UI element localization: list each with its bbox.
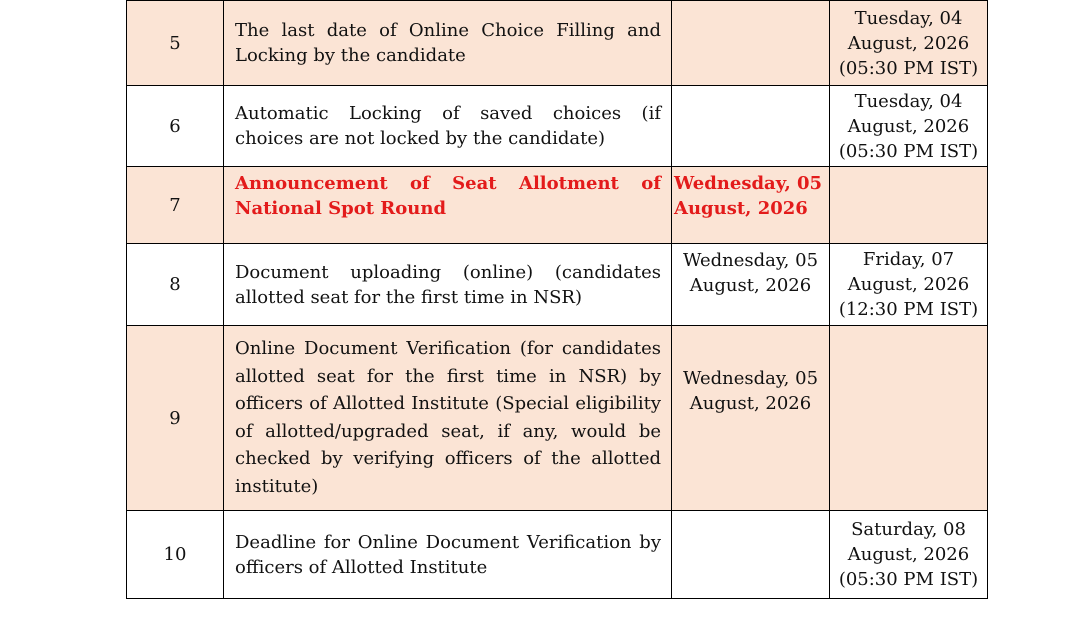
from-date-month-year: August, 2026 [689,275,812,296]
to-date-time: (05:30 PM IST) [838,140,979,162]
to-date-cell [830,511,988,599]
to-date-cell [830,326,988,511]
to-date-day: Friday, 07 [862,249,955,270]
schedule-table [126,0,988,599]
activity-text: Automatic Locking of saved choices (if choices are not locked by the candidate) [235,103,661,149]
to-date-cell [830,86,988,167]
to-date-time: (05:30 PM IST) [838,57,979,79]
from-date-day: Wednesday, 05 [682,250,819,271]
to-date-month-year: August, 2026 [847,274,970,295]
table-row [127,511,988,599]
table-row [127,244,988,326]
serial-number: 10 [127,511,224,599]
from-date-cell [672,511,830,599]
activity-cell [224,244,672,326]
to-date-time: (05:30 PM IST) [838,569,979,590]
to-date-month-year: August, 2026 [847,544,970,565]
table-row [127,86,988,167]
table-row [127,167,988,244]
activity-cell [224,1,672,86]
to-date-time: (12:30 PM IST) [838,299,979,320]
table-row [127,326,988,511]
serial-number: 7 [127,167,224,244]
to-date-month-year: August, 2026 [847,32,970,54]
table-row [127,1,988,86]
from-date-cell [672,244,830,326]
activity-cell [224,511,672,599]
activity-cell [224,326,672,511]
activity-cell [224,86,672,167]
activity-cell [224,167,672,244]
activity-text: Document uploading (online) (candidates allotted seat for the first time in NSR) [235,261,661,308]
from-date-cell [672,1,830,86]
from-date-month-year: August, 2026 [689,393,812,414]
from-date-day: Wednesday, 05 [682,368,819,389]
activity-text: The last date of Online Choice Filling and Locking by the candidate [235,20,661,66]
to-date-cell [830,244,988,326]
to-date-day: Saturday, 08 [851,519,966,540]
serial-number: 6 [127,86,224,167]
to-date-day: Tuesday, 04 [854,7,963,29]
activity-text-highlighted: Announcement of Seat Allotment of National Spot Round [235,173,661,219]
from-date-cell [672,326,830,511]
to-date-cell [830,1,988,86]
from-date-day: Wednesday, 05 [674,173,823,194]
activity-text: Online Document Verification (for candidates allotted seat for the first time in NSR) by officers of Allotted Institute (Special eligibility of allotted/upgraded seat, if any, would be checked by verifying officers of the allotted institute) [235,338,661,497]
to-date-cell [830,167,988,244]
activity-text: Deadline for Online Document Verification by officers of Allotted Institute [235,531,661,578]
to-date-day: Tuesday, 04 [854,90,963,112]
to-date-month-year: August, 2026 [847,115,970,137]
from-date-month-year: August, 2026 [674,198,808,219]
serial-number: 9 [127,326,224,511]
serial-number: 5 [127,1,224,86]
from-date-cell [672,167,830,244]
serial-number: 8 [127,244,224,326]
from-date-cell [672,86,830,167]
